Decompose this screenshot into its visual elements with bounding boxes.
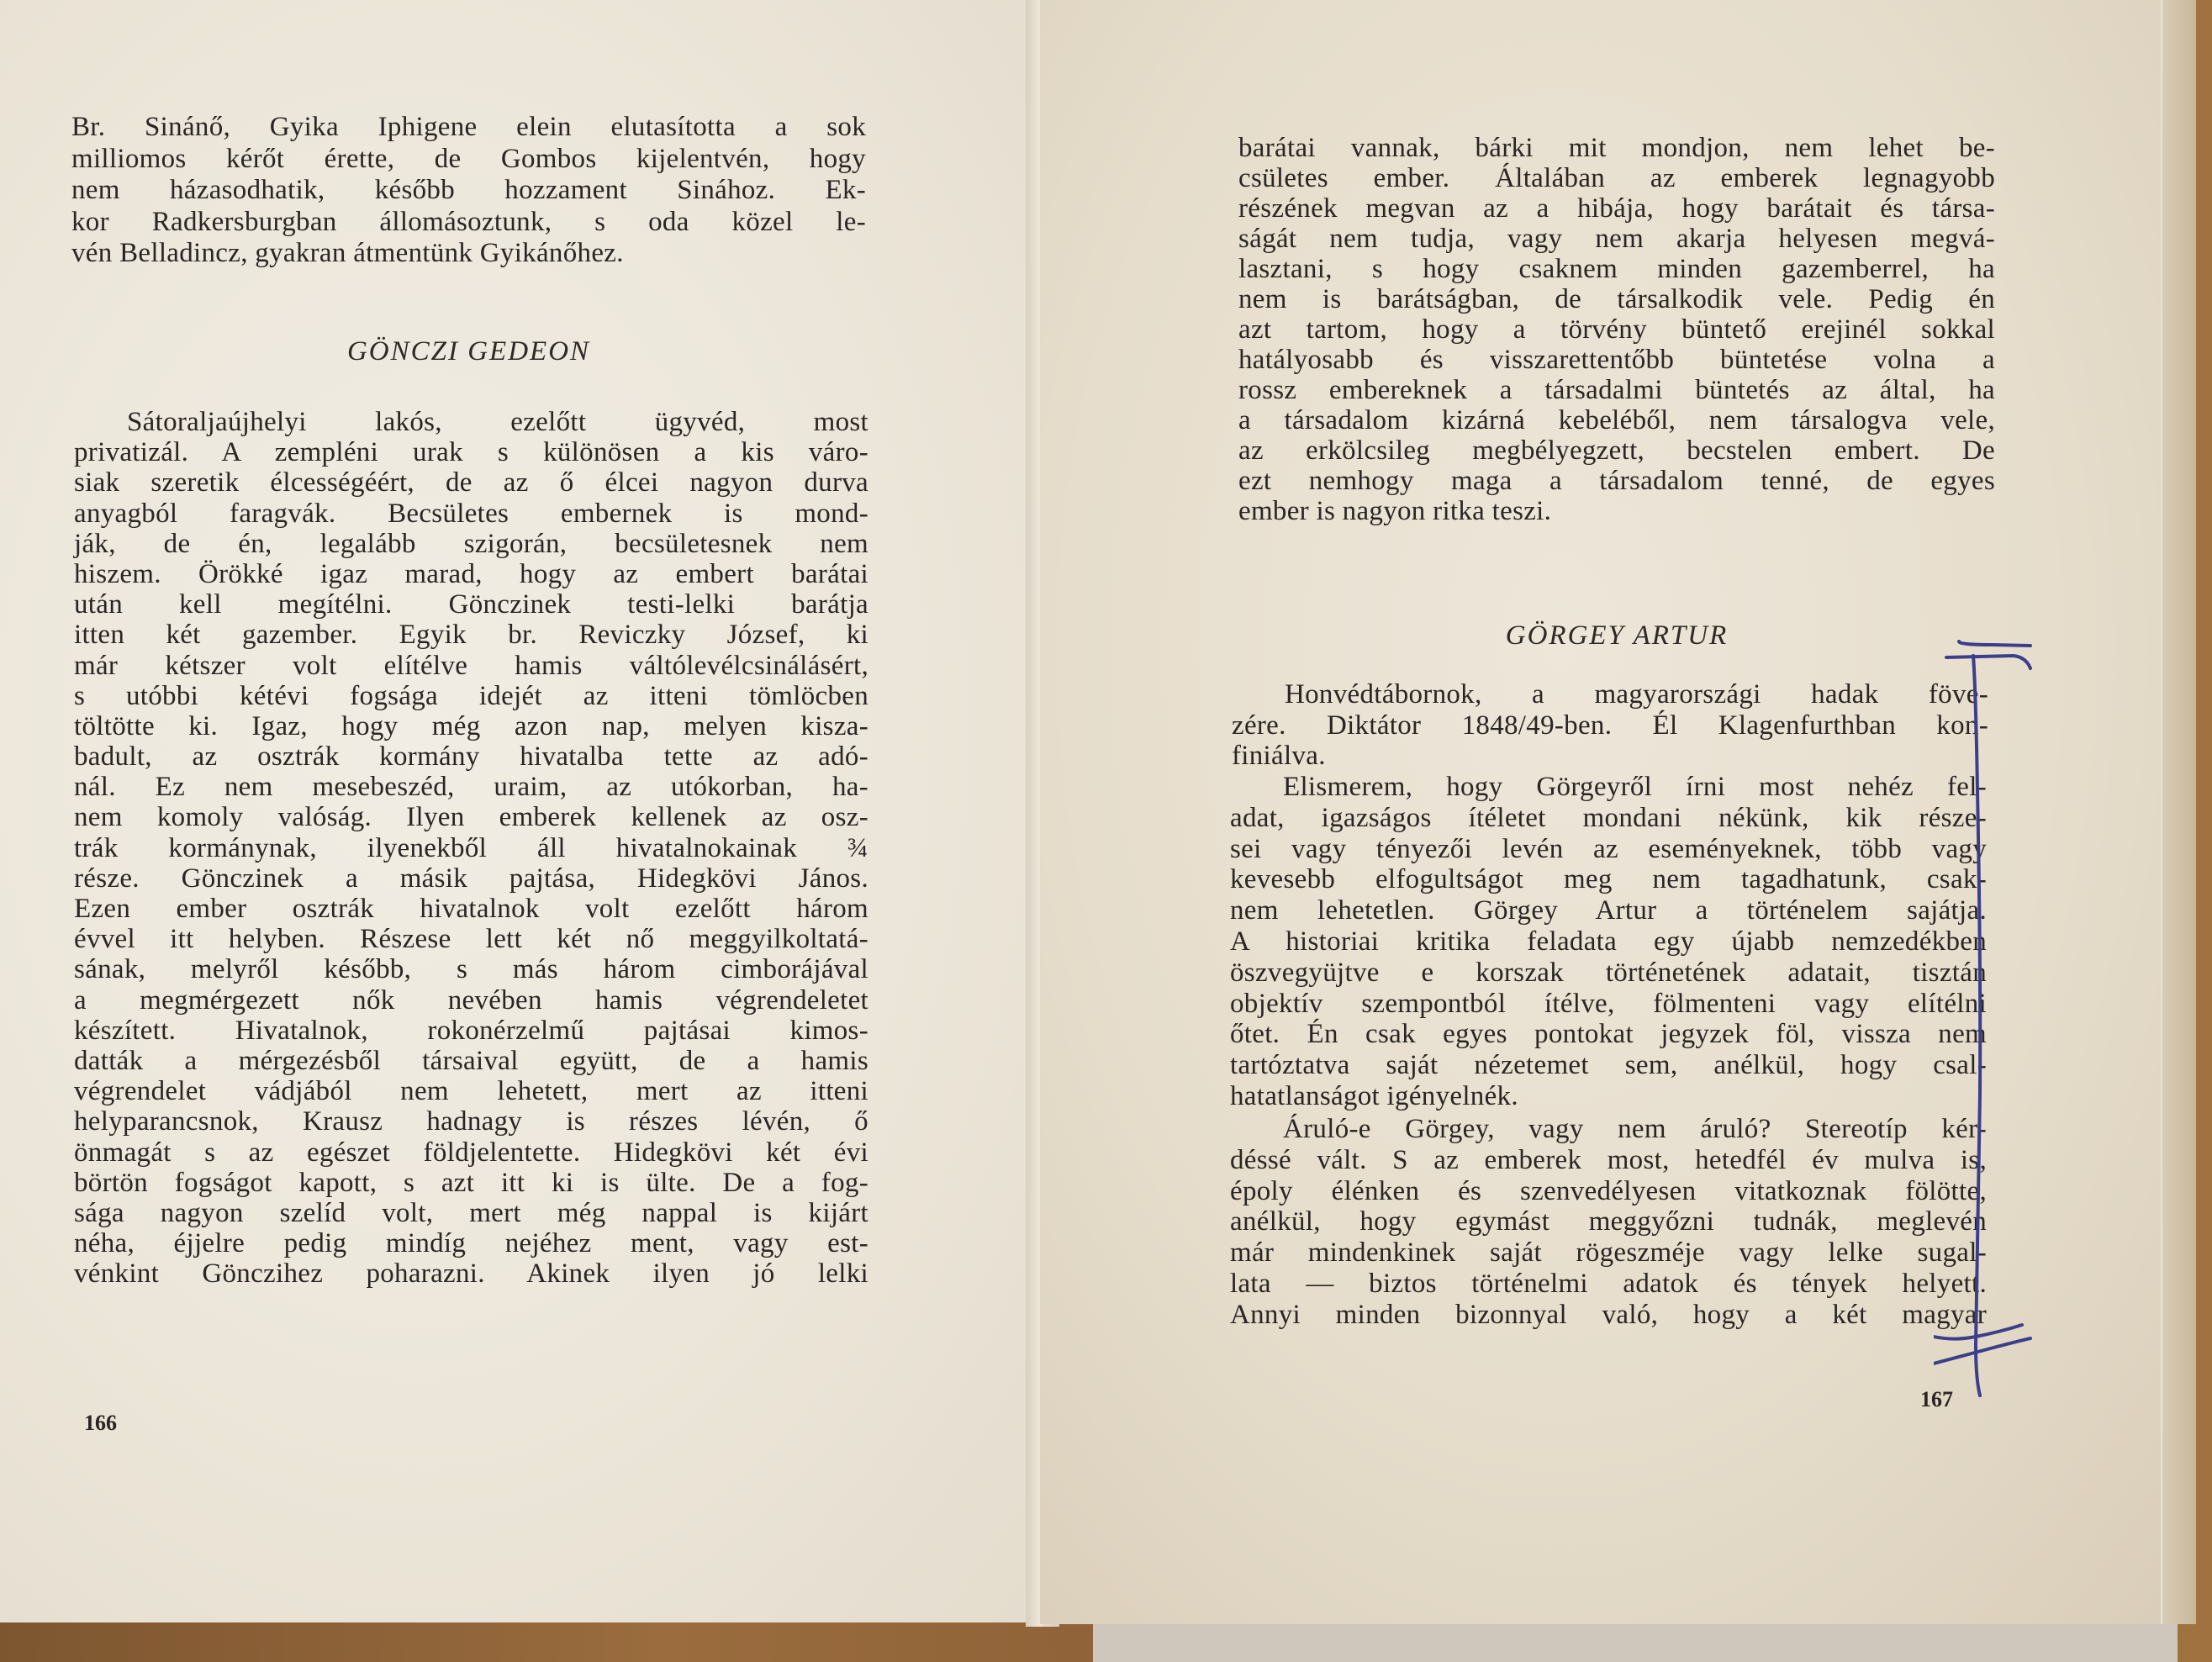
page-number-right: 167 xyxy=(1920,1387,1953,1411)
text-line: börtön fogságot kapott, s azt itt ki is ülte. De a fog- xyxy=(74,1167,868,1198)
text-line: milliomos kérőt érette, de Gombos kijelentvén, hogy xyxy=(71,143,866,174)
text-line: Sátoraljaújhelyi lakós, ezelőtt ügyvéd, most xyxy=(127,407,868,437)
text-line: részének megvan az a hibája, hogy barátait és társa- xyxy=(1238,193,1995,224)
text-line: évvel itt helyben. Részese lett két nő meggyilkoltatá- xyxy=(74,924,868,955)
page-number-left: 166 xyxy=(84,1411,117,1435)
text-line: anélkül, hogy egymást meggyőzni tudnák, meglevén xyxy=(1230,1206,1987,1237)
text-line: Áruló-e Görgey, vagy nem áruló? Stereotíp kér- xyxy=(1283,1114,1987,1144)
text-line: helyparancsnok, Krausz hadnagy is részes lévén, ő xyxy=(74,1106,868,1137)
section-body-gonczi xyxy=(74,407,868,1289)
text-line: Br. Sinánő, Gyika Iphigene elein elutasította a sok xyxy=(71,112,866,142)
text-line: kevesebb elfogultságot meg nem tagadhatunk, csak- xyxy=(1230,864,1987,895)
text-line: nál. Ez nem mesebeszéd, uraim, az utókorban, ha- xyxy=(74,772,868,803)
text-line: néha, éjjelre pedig mindíg nejéhez ment, vagy est- xyxy=(74,1228,868,1259)
text-line: csületes ember. Általában az emberek legnagyobb xyxy=(1238,163,1995,193)
text-line: nem házasodhatik, később hozzament Sinához. Ek- xyxy=(71,175,866,206)
text-line: őtet. Én csak egyes pontokat jegyzek föl, vissza nem xyxy=(1230,1019,1987,1050)
text-line: ságát nem tudja, vagy nem akarja helyesen megvá- xyxy=(1238,224,1995,254)
page-edge xyxy=(2161,0,2196,1624)
text-line: hatatlanságot igényelnék. xyxy=(1230,1080,1518,1111)
pen-bracket-mark-icon xyxy=(1934,622,2035,1412)
text-line: Elismerem, hogy Görgeyről írni most nehéz fel- xyxy=(1283,772,1987,802)
text-line: A historiai kritika feladata egy újabb nemzedékben xyxy=(1230,926,1987,957)
text-line: Honvédtábornok, a magyarországi hadak föve- xyxy=(1285,679,1988,710)
text-line: adat, igazságos ítéletet mondani nékünk, kik része- xyxy=(1230,802,1987,833)
text-line: hatályosabb és visszarettentőbb büntetése volna a xyxy=(1238,345,1995,375)
text-line: Annyi minden bizonnyal való, hogy a két magyar xyxy=(1230,1299,1987,1330)
text-line: Ezen ember osztrák hivatalnok volt ezelőtt három xyxy=(74,894,868,924)
text-line: a megmérgezett nők nevében hamis végrendeletet xyxy=(74,984,868,1016)
text-line: siak szeretik élcességéért, de az ő élcei nagyon durva xyxy=(74,467,868,499)
text-line: privatizál. A zempléni urak s különösen a kis váro- xyxy=(74,437,868,468)
text-line: trák kormánynak, ilyenekből áll hivatalnokainak ¾ xyxy=(74,832,868,863)
text-line: hiszem. Örökké igaz marad, hogy az embert barátai xyxy=(74,558,868,589)
text-line: barátai vannak, bárki mit mondjon, nem lehet be- xyxy=(1238,133,1995,163)
text-line: az erkölcsileg megbélyegzett, becstelen embert. De xyxy=(1238,435,1995,466)
text-line: sei vagy tényezői levén az eseményeknek, több vagy xyxy=(1230,833,1987,864)
text-line: ezt nemhogy maga a társadalom tenné, de egyes xyxy=(1238,466,1995,496)
text-line: déssé vált. S az emberek most, hetedfél év mulva is, xyxy=(1230,1144,1987,1175)
text-line: nem komoly valóság. Ilyen emberek kellenek az osz- xyxy=(74,802,868,833)
intro-paragraph xyxy=(71,112,866,270)
text-line: végrendelet vádjából nem lehetett, mert az itteni xyxy=(74,1076,868,1107)
text-line: itten két gazember. Egyik br. Reviczky József, ki xyxy=(74,620,868,651)
text-line: sának, melyről később, s más három cimborájával xyxy=(74,954,868,985)
text-line: s utóbbi kétévi fogsága idejét az itteni tömlöcben xyxy=(74,680,868,711)
text-line: tartóztatva saját nézetemet sem, anélkül, hogy csal- xyxy=(1230,1050,1987,1081)
text-line: nem lehetetlen. Görgey Artur a történelem sajátja. xyxy=(1230,895,1987,926)
gorgey-paragraph-2 xyxy=(1230,772,1987,1112)
gorgey-paragraph-3 xyxy=(1230,1114,1987,1331)
text-line: objektív szempontból ítélve, fölmenteni vagy elítélni xyxy=(1230,988,1987,1019)
text-line: vén Belladincz, gyakran átmentünk Gyikánőhez. xyxy=(71,238,624,269)
section-heading-gonczi: GÖNCZI GEDEON xyxy=(346,336,591,367)
text-line: kor Radkersburgban állomásoztunk, s oda közel le- xyxy=(71,206,866,237)
text-line: rossz embereknek a társadalmi büntetés az által, ha xyxy=(1238,375,1995,405)
text-line: ember is nagyon ritka teszi. xyxy=(1238,496,1552,526)
text-line: már kétszer volt elítélve hamis váltólevélcsinálásért, xyxy=(74,650,868,681)
left-page xyxy=(0,0,1038,1622)
text-line: vénkint Gönczihez poharazni. Akinek ilyen jó lelki xyxy=(74,1258,868,1290)
underlying-page-stack xyxy=(1093,1622,2178,1662)
text-line: már mindenkinek saját rögeszméje vagy lelke sugal- xyxy=(1230,1237,1987,1269)
text-line: sága nagyon szelíd volt, mert még nappal is kijárt xyxy=(74,1197,868,1228)
text-line: finiálva. xyxy=(1232,741,1326,771)
text-line: a társadalom kizárná kebeléből, nem társalogva vele, xyxy=(1238,405,1995,435)
gorgey-paragraph-1 xyxy=(1232,679,1988,772)
text-line: lata — biztos történelmi adatok és tények helyett. xyxy=(1230,1268,1987,1299)
text-line: zére. Diktátor 1848/49-ben. Él Klagenfurthban kon- xyxy=(1232,710,1988,741)
text-line: öszvegyüjtve e korszak történetének adatait, tisztán xyxy=(1230,957,1987,988)
text-line: lasztani, s hogy csaknem minden gazemberrel, ha xyxy=(1238,254,1995,284)
text-line: nem is barátságban, de társalkodik vele. Pedig én xyxy=(1238,284,1995,314)
text-line: töltötte ki. Igaz, hogy még azon nap, melyen kisza- xyxy=(74,710,868,741)
text-line: ják, de én, legalább szigorán, becsületesnek nem xyxy=(74,528,868,559)
text-line: badult, az osztrák kormány hivatalba tette az adó- xyxy=(74,741,868,773)
text-line: része. Gönczinek a másik pajtása, Hidegkövi János. xyxy=(74,863,868,894)
continuation-paragraph xyxy=(1238,133,1995,526)
text-line: készített. Hivatalnok, rokonérzelmű pajtásai kimos- xyxy=(74,1015,868,1046)
text-line: után kell megítélni. Gönczinek testi-lelki barátja xyxy=(74,589,868,620)
text-line: önmagát s az egészet földjelentette. Hidegkövi két évi xyxy=(74,1137,868,1168)
text-line: époly élénken és szenvedélyesen vitatkoznak fölötte, xyxy=(1230,1175,1987,1206)
text-line: azt tartom, hogy a törvény büntető erejinél sokkal xyxy=(1238,314,1995,345)
section-heading-gorgey: GÖRGEY ARTUR xyxy=(1505,620,1729,651)
text-line: datták a mérgezésből társaival együtt, de a hamis xyxy=(74,1045,868,1076)
text-line: anyagból faragvák. Becsületes embernek is mond- xyxy=(74,498,868,529)
